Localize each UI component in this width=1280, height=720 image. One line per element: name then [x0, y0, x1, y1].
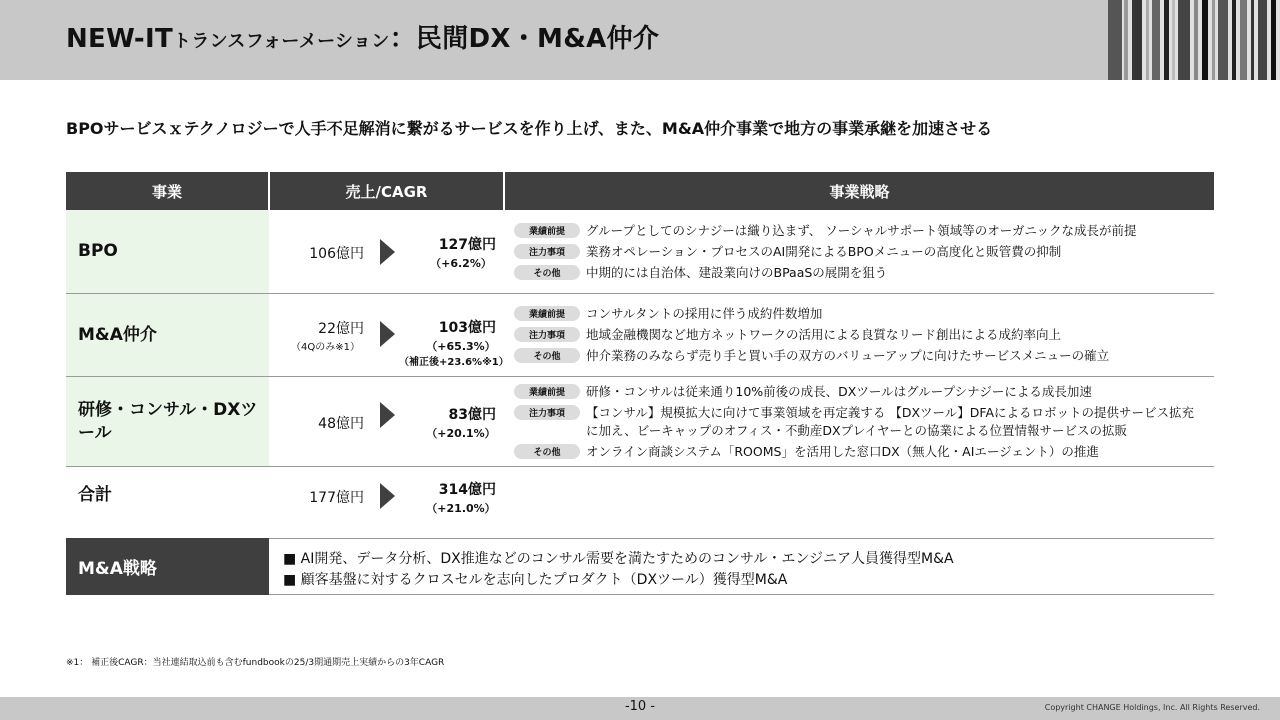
- barcode-decoration: [1108, 0, 1280, 80]
- badge-performance: 業績前提: [514, 223, 580, 238]
- business-name: 研修・コンサル・DXツール: [66, 377, 269, 466]
- business-name: M&A仲介: [66, 294, 269, 376]
- strategy-item: [514, 443, 1099, 459]
- subtitle: BPOサービスｘテクノロジーで人手不足解消に繋がるサービスを作り上げ、また、M&A仲介事業で地方の事業承継を加速させる: [66, 119, 993, 138]
- header-strategy: 事業戦略: [505, 172, 1214, 210]
- total-cagr: （+21.0%）: [426, 502, 496, 515]
- business-name: BPO: [66, 210, 269, 293]
- table-row-ma: [66, 294, 1214, 377]
- strategy-text: 研修・コンサルは従来通り10%前後の成長、DXツールはグループシナジーによる成長加速: [586, 384, 1092, 399]
- header-bar: [0, 0, 1280, 80]
- total-from: 177億円: [309, 490, 364, 506]
- badge-other: その他: [514, 444, 580, 459]
- page-number: -10 -: [624, 699, 656, 714]
- sales-from: 48億円: [318, 416, 364, 432]
- strategy-text: オンライン商談システム「ROOMS」を活用した窓口DX（無人化・AIエージェント）の推進: [586, 444, 1099, 459]
- strategy-text: 業務オペレーション・プロセスのAI開発によるBPOメニューの高度化と販管費の抑制: [586, 244, 1062, 259]
- badge-focus: 注力事項: [514, 244, 580, 259]
- table-row-training: [66, 377, 1214, 467]
- strategy-item: [514, 305, 822, 321]
- strategy-text: 【コンサル】規模拡大に向けて事業領域を再定義する 【DXツール】DFAによるロボットの提供サービス拡充: [586, 405, 1195, 420]
- table-row-bpo: [66, 210, 1214, 294]
- cagr-note: （補正後+23.6%※1）: [399, 357, 509, 368]
- strategy-item: [514, 326, 1061, 342]
- sales-to: 103億円: [438, 320, 496, 336]
- total-to: 314億円: [438, 482, 496, 498]
- table-row-total: [66, 467, 1214, 523]
- sales-to: 83億円: [448, 407, 496, 423]
- strategy-item: [514, 222, 1136, 238]
- title-small: トランスフォーメーション: [173, 31, 390, 52]
- copyright: Copyright CHANGE Holdings, Inc. All Rights Reserved.: [1044, 703, 1260, 712]
- badge-other: その他: [514, 265, 580, 280]
- sales-to: 127億円: [438, 237, 496, 253]
- ma-strategy-label: M&A戦略: [66, 538, 269, 595]
- title-rest: ：民間DX・M&A仲介: [389, 24, 660, 54]
- badge-other: その他: [514, 348, 580, 363]
- strategy-text: に加え、ビーキャップのオフィス・不動産DXプレイヤーとの協業による位置情報サービスの拡販: [586, 423, 1127, 438]
- page-title: [66, 18, 659, 55]
- strategy-item: [514, 383, 1092, 399]
- header-sales: 売上/CAGR: [270, 172, 503, 210]
- cagr: （+6.2%）: [430, 257, 492, 270]
- footer-bar: [0, 697, 1280, 720]
- footnote: ※1： 補正後CAGR：当社連結取込前も含むfundbookの25/3期通期売上実績からの3年CAGR: [66, 658, 445, 668]
- cagr: （+65.3%）: [426, 340, 496, 353]
- strategy-item: [514, 243, 1061, 259]
- ma-strategy-box: [269, 538, 1214, 595]
- sales-from-note: （4Qのみ※1）: [291, 342, 360, 353]
- ma-strategy-line: ■ AI開発、データ分析、DX推進などのコンサル需要を満たすためのコンサル・エンジニア人員獲得型M&A: [283, 551, 954, 567]
- strategy-item: [514, 347, 1109, 363]
- badge-focus: 注力事項: [514, 327, 580, 342]
- ma-strategy-line: ■ 顧客基盤に対するクロスセルを志向したプロダクト（DXツール）獲得型M&A: [283, 572, 788, 588]
- strategy-text: コンサルタントの採用に伴う成約件数増加: [586, 306, 823, 321]
- badge-performance: 業績前提: [514, 384, 580, 399]
- strategy-text: 中期的には自治体、建設業向けのBPaaSの展開を狙う: [586, 265, 888, 280]
- total-label: 合計: [78, 484, 112, 505]
- badge-performance: 業績前提: [514, 306, 580, 321]
- strategy-text: グループとしてのシナジーは織り込まず、 ソーシャルサポート領域等のオーガニックな成長が前提: [586, 223, 1137, 238]
- sales-from: 106億円: [309, 246, 364, 262]
- strategy-text: 仲介業務のみならず売り手と買い手の双方のバリューアップに向けたサービスメニューの確立: [586, 348, 1110, 363]
- strategy-item: [514, 264, 887, 280]
- strategy-item-continued: [586, 422, 1127, 438]
- badge-focus: 注力事項: [514, 405, 580, 420]
- cagr: （+20.1%）: [426, 427, 496, 440]
- title-main: NEW-IT: [66, 24, 174, 54]
- strategy-item: [514, 404, 1194, 420]
- strategy-text: 地域金融機関など地方ネットワークの活用による良質なリード創出による成約率向上: [586, 327, 1062, 342]
- header-business: 事業: [66, 172, 268, 210]
- sales-from: 22億円: [318, 321, 364, 337]
